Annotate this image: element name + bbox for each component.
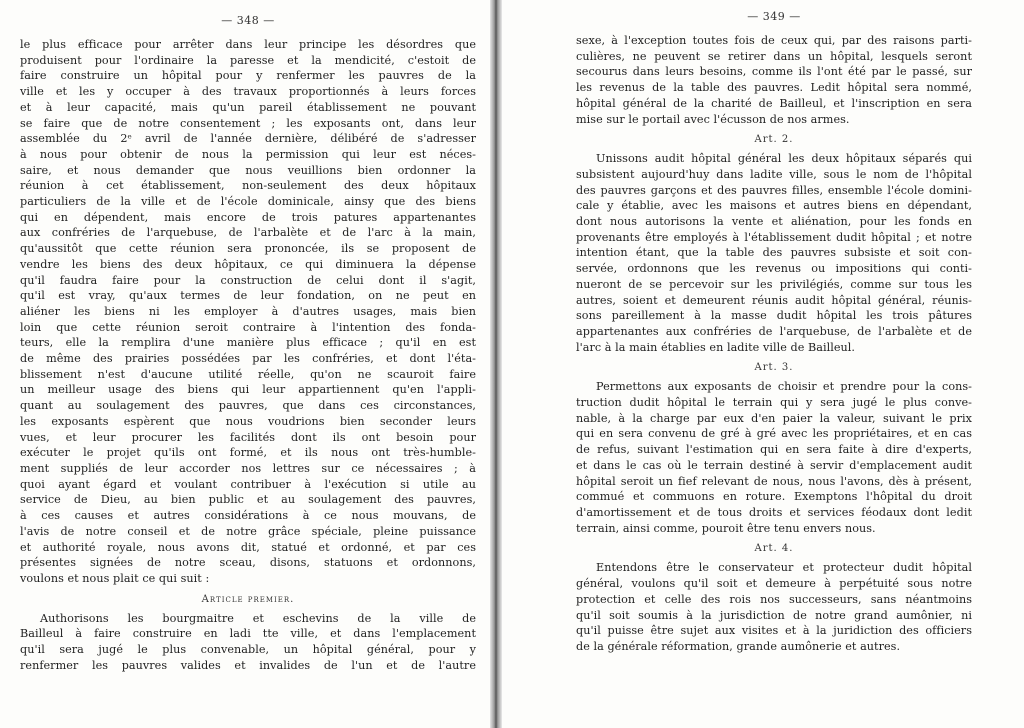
text-line: de la générale réformation, grande aumônerie et autres.: [576, 639, 901, 653]
text-line: des pauvres garçons et des pauvres filles, ensemble l'école domini-: [576, 183, 972, 197]
text-line: assemblée du 2ᵉ avril de l'année dernière, délibéré de s'adresser: [20, 132, 476, 146]
left-page: [0, 0, 496, 728]
text-line: se faire que de notre consentement ; les exposants ont, dans leur: [20, 116, 476, 130]
text-line: subsistent aujourd'huy dans ladite ville, sous le nom de l'hôpital: [576, 167, 972, 181]
text-line: hôpital seroit un fief relevant de nous, nous l'avons, dès à présent,: [576, 474, 972, 488]
text-line: autres, soient et demeurent réunis audit hôpital général, réunis-: [576, 293, 972, 307]
text-line: provenants être employés à l'établissement dudit hôpital ; et notre: [576, 230, 972, 244]
text-line: voulons et nous plait ce qui suit :: [20, 571, 210, 585]
text-line: cale y établie, avec les maisons et autres biens en dépendant,: [576, 199, 972, 213]
page-number-left: — 348 —: [221, 14, 275, 27]
text-line: l'arc à la main établies en ladite ville de Bailleul.: [576, 340, 856, 354]
text-line: à ces causes et autres considérations à ce nous mouvans, de: [20, 509, 476, 523]
text-line: qu'il faudra faire pour la construction de celui dont il s'agit,: [20, 273, 476, 287]
text-line: Unissons audit hôpital général les deux hôpitaux séparés qui: [596, 152, 972, 166]
text-line: blissement n'est d'aucune utilité réelle, qu'on ne scauroit faire: [20, 367, 476, 381]
text-line: dont nous autorisons la vente et aliénation, pour les fonds en: [576, 215, 972, 229]
text-line: qu'il soit soumis à la jurisdiction de notre grand aumônier, ni: [576, 608, 972, 622]
text-line: culières, ne peuvent se retirer dans un hôpital, lesquels seront: [576, 49, 972, 63]
right-intro-text: [576, 33, 972, 127]
text-line: réunion à cet établissement, non-seulement des deux hôpitaux: [20, 179, 476, 193]
text-line: Authorisons les bourgmaitre et eschevins de la ville de: [40, 611, 476, 625]
text-line: loin que cette réunion seroit contraire à l'intention des fonda-: [20, 320, 476, 334]
text-line: commué et commuons en roture. Exemptons l'hôpital du droit: [576, 490, 972, 504]
text-line: de même des prairies possédées par les confréries, et dont l'éta-: [20, 352, 476, 366]
article-heading-text: Article premier.: [201, 593, 295, 605]
text-line: ville et les y occuper à des travaux proportionnés à leurs forces: [20, 85, 476, 99]
text-line: aux confréries de l'arquebuse, de l'arbalète et de l'arc à la main,: [20, 226, 476, 240]
text-line: faire construire un hôpital pour y renfermer les pauvres de la: [20, 69, 476, 83]
text-line: général, voulons qu'il soit et demeure à perpétuité sous notre: [576, 577, 972, 591]
text-line: qu'aussitôt que cette réunion sera prononcée, ils se proposent de: [20, 242, 476, 256]
text-line: vendre les biens des deux hôpitaux, ce qui diminuera la dépense: [20, 257, 476, 271]
text-line: service de Dieu, au bien public et au soulagement des pauvres,: [20, 493, 476, 507]
text-line: teurs, elle la remplira d'une manière plus efficace ; qu'il en est: [20, 336, 476, 350]
text-line: et authorité royale, nous avons dit, statué et ordonné, et par ces: [20, 540, 476, 554]
text-line: d'amortissement et de tous droits et services féodaux dont ledit: [576, 505, 972, 519]
page-number-right: — 349 —: [747, 10, 801, 23]
text-line: l'avis de notre conseil et de notre grâce spéciale, pleine puissance: [20, 524, 476, 538]
text-line: quant au soulagement des pauvres, que dans ces circonstances,: [20, 399, 476, 413]
article-heading-3: Art. 3.: [754, 362, 794, 374]
text-line: appartenantes aux confréries de l'arquebuse, de l'arbalète et de: [576, 324, 972, 338]
text-line: ment suppliés de leur accorder nos lettres sur ce nécessaires ; à: [20, 461, 476, 475]
text-line: sons pareillement à la masse dudit hôpital les trois pâtures: [576, 309, 972, 323]
article-premier-text: [20, 611, 476, 674]
text-line: qui en sera convenu de gré à gré avec les propriétaires, et en cas: [576, 427, 972, 441]
article-heading-premier: [20, 594, 476, 605]
text-line: présentes signées de notre sceau, disons, statuons et ordonnons,: [20, 556, 476, 570]
text-line: servée, ordonnons que les revenus ou impositions qui conti-: [576, 262, 972, 276]
text-line: un meilleur usage des biens qui leur appartiennent qu'en l'appli-: [20, 383, 476, 397]
text-line: Entendons être le conservateur et protecteur dudit hôpital: [596, 561, 972, 575]
text-line: et à leur capacité, mais qu'un pareil établissement ne pouvant: [20, 100, 476, 114]
text-line: vues, et leur procurer les facilités dont ils ont besoin pour: [20, 430, 476, 444]
article-heading-2: Art. 2.: [754, 134, 794, 146]
text-line: Permettons aux exposants de choisir et prendre pour la cons-: [596, 380, 972, 394]
text-line: les revenus de la table des pauvres. Ledit hôpital sera nommé,: [576, 81, 972, 95]
text-line: qu'il puisse être sujet aux visites et à la juridiction des officiers: [576, 624, 972, 638]
text-line: saire, et nous demander que nous veuillions bien ordonner la: [20, 163, 476, 177]
right-page: [502, 0, 1024, 728]
text-line: à nous pour obtenir de nous la permission qui leur est néces-: [20, 147, 476, 161]
article-2-text: [576, 151, 972, 355]
text-line: qu'il sera jugé le plus convenable, un hôpital général, pour y: [20, 643, 476, 657]
article-heading-4: Art. 4.: [754, 543, 794, 555]
text-line: secourus dans leurs besoins, comme ils l'ont été par le passé, sur: [576, 65, 972, 79]
article-3-text: [576, 379, 972, 536]
text-line: intention étant, que la table des pauvres subsiste et soit con-: [576, 246, 972, 260]
text-line: exécuter le projet qu'ils ont formé, et ils nous ont très-humble-: [20, 446, 476, 460]
text-line: quoi ayant égard et voulant contribuer à l'exécution si utile au: [20, 477, 476, 491]
text-line: Bailleul à faire construire en ladi tte ville, et dans l'emplacement: [20, 627, 476, 641]
left-body-text: [20, 37, 476, 587]
text-line: qui en dépendent, mais encore de trois patures appartenantes: [20, 210, 476, 224]
text-line: sexe, à l'exception toutes fois de ceux qui, par des raisons parti-: [576, 34, 972, 47]
text-line: renfermer les pauvres valides et invalides de l'un et de l'autre: [20, 658, 476, 672]
text-line: produisent pour l'ordinaire la paresse et la mendicité, c'estoit de: [20, 53, 476, 67]
text-line: le plus efficace pour arrêter dans leur principe les désordres que: [20, 38, 476, 51]
text-line: truction dudit hôpital le terrain qui y sera jugé le plus conve-: [576, 396, 972, 410]
text-line: nable, à la charge par eux d'en paier la valeur, suivant le prix: [576, 411, 972, 425]
text-line: et dans le cas où le terrain destiné à servir d'emplacement audit: [576, 458, 972, 472]
text-line: terrain, ainsi comme, pouroit être tenu envers nous.: [576, 521, 876, 535]
text-line: qu'il est vray, qu'aux termes de leur fondation, on ne peut en: [20, 289, 476, 303]
text-line: nueront de se percevoir sur les privilégiés, comme sur tous les: [576, 277, 972, 291]
article-4-text: [576, 560, 972, 654]
book-gutter: [490, 0, 502, 728]
text-line: hôpital général de la charité de Bailleul, et l'inscription en sera: [576, 96, 972, 110]
text-line: mise sur le portail avec l'écusson de nos armes.: [576, 112, 850, 126]
text-line: les exposants espèrent que nous voudrions bien seconder leurs: [20, 414, 476, 428]
text-line: protection et celle des rois nos successeurs, sans néantmoins: [576, 592, 972, 606]
text-line: particuliers de la ville et de l'école dominicale, ainsy que des biens: [20, 195, 476, 209]
text-line: de refus, suivant l'estimation qui en sera faite à dire d'experts,: [576, 443, 972, 457]
text-line: aliéner les biens ni les employer à d'autres usages, mais bien: [20, 304, 476, 318]
